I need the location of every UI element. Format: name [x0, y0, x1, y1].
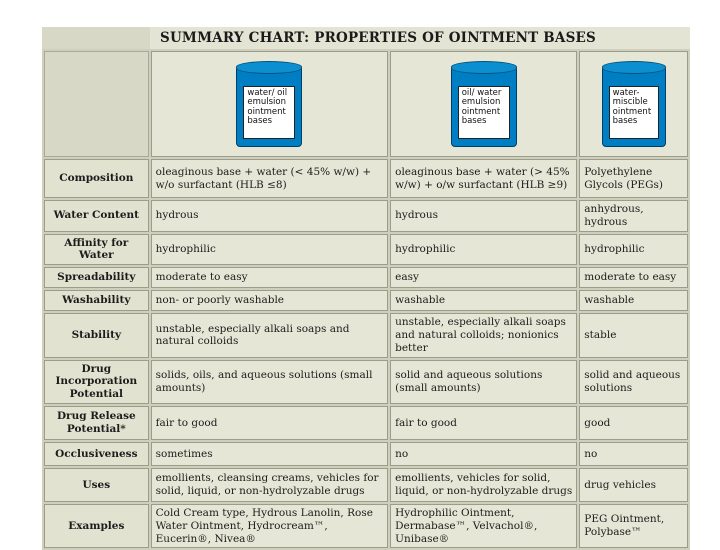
table-cell: non- or poorly washable	[151, 290, 388, 311]
row-label: Stability	[44, 313, 149, 357]
water-miscible-jar-icon	[602, 61, 666, 147]
table-row	[44, 267, 688, 288]
row-label: Washability	[44, 290, 149, 311]
row-label: Affinity for Water	[44, 234, 149, 266]
table-cell: Cold Cream type, Hydrous Lanolin, Rose Water Ointment, Hydrocream™, Eucerin®, Nivea®	[151, 504, 388, 548]
table-cell: drug vehicles	[579, 468, 688, 502]
table-cell: sometimes	[151, 442, 388, 466]
jar-label: water-miscible ointment bases	[609, 86, 659, 139]
table-cell: no	[579, 442, 688, 466]
table-cell: PEG Ointment, Polybase™	[579, 504, 688, 548]
table-cell: hydrous	[151, 200, 388, 232]
table-cell: no	[390, 442, 577, 466]
table-cell: stable	[579, 313, 688, 357]
row-label: Drug Incorporation Potential	[44, 360, 149, 404]
table-cell: anhydrous, hydrous	[579, 200, 688, 232]
table-cell: emollients, cleansing creams, vehicles for solid, liquid, or non-hydrolyzable drugs	[151, 468, 388, 502]
table-row	[44, 504, 688, 548]
table-cell: solids, oils, and aqueous solutions (small amounts)	[151, 360, 388, 404]
table-row	[44, 290, 688, 311]
table-cell: hydrophilic	[390, 234, 577, 266]
row-label: Uses	[44, 468, 149, 502]
table-row	[44, 200, 688, 232]
table-row	[44, 360, 688, 404]
table-cell: solid and aqueous solutions (small amounts)	[390, 360, 577, 404]
row-label: Water Content	[44, 200, 149, 232]
table-row	[44, 159, 688, 198]
table-cell: fair to good	[390, 406, 577, 440]
ow-emulsion-jar-icon	[451, 61, 517, 147]
table-cell: solid and aqueous solutions	[579, 360, 688, 404]
properties-table	[42, 49, 690, 550]
table-cell: moderate to easy	[579, 267, 688, 288]
table-row	[44, 234, 688, 266]
table-cell: unstable, especially alkali soaps and natural colloids	[151, 313, 388, 357]
table-cell: moderate to easy	[151, 267, 388, 288]
table-row	[44, 313, 688, 357]
table-cell: easy	[390, 267, 577, 288]
table-cell: good	[579, 406, 688, 440]
table-row	[44, 406, 688, 440]
jar-label: water/ oil emulsion ointment bases	[243, 86, 295, 139]
table-cell: hydrophilic	[579, 234, 688, 266]
row-label: Occlusiveness	[44, 442, 149, 466]
table-cell: hydrous	[390, 200, 577, 232]
table-cell: Polyethylene Glycols (PEGs)	[579, 159, 688, 198]
chart-title: SUMMARY CHART: PROPERTIES OF OINTMENT BASES	[160, 30, 596, 46]
jar-header-row	[44, 51, 688, 157]
row-label: Drug Release Potential*	[44, 406, 149, 440]
table-cell: washable	[579, 290, 688, 311]
table-cell: oleaginous base + water (> 45% w/w) + o/w surfactant (HLB ≥9)	[390, 159, 577, 198]
jar-cell-wm	[579, 51, 688, 157]
jar-cell-ow	[390, 51, 577, 157]
row-label: Examples	[44, 504, 149, 548]
chart-sheet	[42, 27, 690, 545]
row-label: Spreadability	[44, 267, 149, 288]
table-cell: washable	[390, 290, 577, 311]
table-row	[44, 468, 688, 502]
table-cell: unstable, especially alkali soaps and natural colloids; nonionics better	[390, 313, 577, 357]
table-cell: Hydrophilic Ointment, Dermabase™, Velvachol®, Unibase®	[390, 504, 577, 548]
jar-cell-wo	[151, 51, 388, 157]
wo-emulsion-jar-icon	[236, 61, 302, 147]
table-row	[44, 442, 688, 466]
table-cell: hydrophilic	[151, 234, 388, 266]
jar-label: oil/ water emulsion ointment bases	[458, 86, 510, 139]
row-label: Composition	[44, 159, 149, 198]
table-cell: fair to good	[151, 406, 388, 440]
corner-cell	[44, 51, 149, 157]
table-cell: oleaginous base + water (< 45% w/w) + w/o surfactant (HLB ≤8)	[151, 159, 388, 198]
table-cell: emollients, vehicles for solid, liquid, or non-hydrolyzable drugs	[390, 468, 577, 502]
